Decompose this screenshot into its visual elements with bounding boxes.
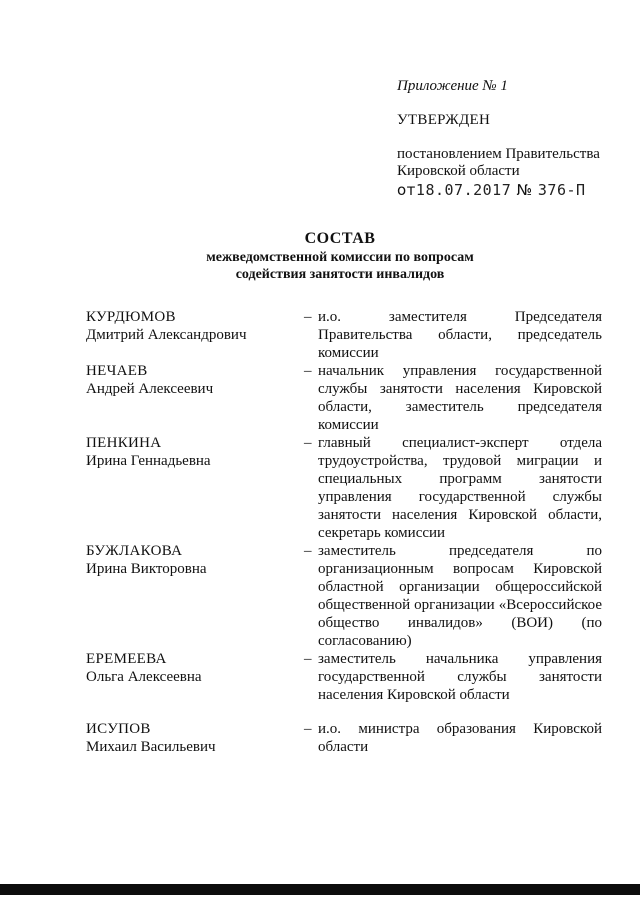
- member-row: [86, 434, 602, 542]
- title-heading: СОСТАВ: [304, 230, 376, 247]
- title-line-1: межведомственной комиссии по вопросам: [206, 250, 474, 265]
- role-dash: –: [304, 651, 312, 667]
- member-row: [86, 542, 602, 650]
- member-name: [86, 542, 304, 650]
- member-surname: НЕЧАЕВ: [86, 363, 148, 379]
- role-text: и.о. заместителя Председателя Правительства области, председатель комиссии: [318, 309, 602, 361]
- decree-line-1: постановлением Правительства: [397, 146, 600, 162]
- role-text: и.о. министра образования Кировской области: [318, 721, 602, 755]
- document-title: [150, 229, 530, 283]
- member-role: [304, 362, 602, 434]
- member-row: [86, 308, 602, 362]
- member-surname: ИСУПОВ: [86, 721, 151, 737]
- member-given-name: Ольга Алексеевна: [86, 669, 202, 685]
- member-name: [86, 720, 304, 760]
- title-line-2: содействия занятости инвалидов: [235, 267, 445, 282]
- decree-date-number: [397, 182, 617, 199]
- number-prefix: №: [516, 181, 533, 199]
- role-dash: –: [304, 721, 312, 737]
- role-text: заместитель начальника управления государственной службы занятости населения Кировской области: [318, 651, 602, 703]
- role-text: главный специалист-эксперт отдела трудоустройства, трудовой миграции и специальных программ занятости управления государственной службы занятости населения Кировской области, секретарь комиссии: [318, 435, 602, 541]
- appendix-label: Приложение № 1: [397, 78, 508, 94]
- member-role: [304, 542, 602, 650]
- decree-line-2: Кировской области: [397, 163, 520, 179]
- member-name: [86, 308, 304, 362]
- role-dash: –: [304, 543, 312, 559]
- member-given-name: Михаил Васильевич: [86, 739, 216, 755]
- member-role: [304, 434, 602, 542]
- role-dash: –: [304, 309, 312, 325]
- approval-block: [397, 78, 617, 199]
- handwritten-number: 376-П: [537, 181, 586, 199]
- handwritten-date: 18.07.2017: [415, 181, 512, 199]
- member-surname: ПЕНКИНА: [86, 435, 162, 451]
- date-prefix: от: [397, 181, 416, 199]
- member-surname: КУРДЮМОВ: [86, 309, 176, 325]
- member-row: [86, 362, 602, 434]
- member-given-name: Ирина Викторовна: [86, 561, 207, 577]
- member-name: [86, 362, 304, 434]
- scan-edge-bar: [0, 884, 640, 895]
- member-row: [86, 650, 602, 720]
- members-list: [86, 308, 602, 760]
- member-given-name: Дмитрий Александрович: [86, 327, 247, 343]
- member-given-name: Андрей Алексеевич: [86, 381, 214, 397]
- member-given-name: Ирина Геннадьевна: [86, 453, 211, 469]
- member-role: [304, 308, 602, 362]
- member-surname: БУЖЛАКОВА: [86, 543, 183, 559]
- member-role: [304, 650, 602, 720]
- member-name: [86, 650, 304, 720]
- member-name: [86, 434, 304, 542]
- member-surname: ЕРЕМЕЕВА: [86, 651, 167, 667]
- role-dash: –: [304, 435, 312, 451]
- member-row: [86, 720, 602, 760]
- approved-label: УТВЕРЖДЕН: [397, 112, 491, 128]
- role-text: начальник управления государственной службы занятости населения Кировской области, заместитель председателя комиссии: [318, 363, 602, 433]
- member-role: [304, 720, 602, 760]
- role-text: заместитель председателя по организационным вопросам Кировской областной организации общероссийской общественной организации «Всероссийское общество инвалидов» (ВОИ) (по согласованию): [318, 543, 602, 649]
- role-dash: –: [304, 363, 312, 379]
